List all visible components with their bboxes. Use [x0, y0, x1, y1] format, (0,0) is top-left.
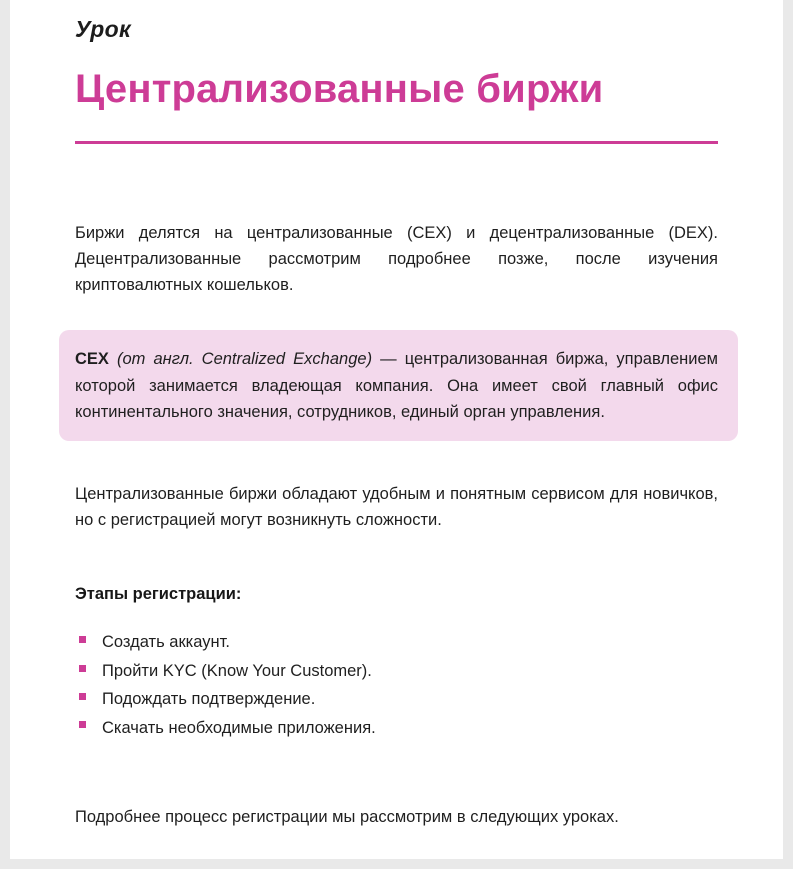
page-title: Централизованные биржи	[75, 67, 604, 111]
callout-term: CEX	[75, 350, 109, 369]
lesson-kicker: Урок	[75, 16, 131, 42]
list-item	[75, 714, 718, 742]
registration-steps-heading: Этапы регистрации:	[75, 585, 242, 604]
lesson-page	[10, 0, 783, 859]
callout-definition-text: — централизованная биржа, управлением которой занимается владеющая компания. Она имеет свой главный офис континентального значения, сотрудников, единый орган управления.	[75, 350, 719, 421]
body-paragraph: Централизованные биржи обладают удобным и понятным сервисом для новичков, но с регистрацией могут возникнуть сложности.	[75, 485, 718, 530]
definition-callout	[59, 330, 738, 441]
intro-paragraph: Биржи делятся на централизованные (CEX) и децентрализованные (DEX). Децентрализованные рассмотрим подробнее позже, после изучения криптовалютных кошельков.	[75, 224, 718, 295]
list-item-text: Скачать необходимые приложения.	[102, 718, 376, 737]
list-item-text: Пройти KYC (Know Your Customer).	[102, 661, 372, 680]
callout-term-origin: (от англ. Centralized Exchange)	[117, 350, 373, 369]
page-content	[10, 0, 783, 830]
closing-paragraph: Подробнее процесс регистрации мы рассмотрим в следующих уроках.	[75, 807, 619, 826]
bullet-square-icon	[79, 693, 86, 700]
bullet-square-icon	[79, 665, 86, 672]
list-item	[75, 628, 718, 656]
bullet-square-icon	[79, 636, 86, 643]
list-item-text: Подождать подтверждение.	[102, 690, 316, 709]
list-item-text: Создать аккаунт.	[102, 633, 230, 652]
title-divider	[75, 141, 718, 144]
list-item	[75, 657, 718, 685]
registration-steps-list	[75, 628, 718, 742]
bullet-square-icon	[79, 721, 86, 728]
list-item	[75, 685, 718, 713]
